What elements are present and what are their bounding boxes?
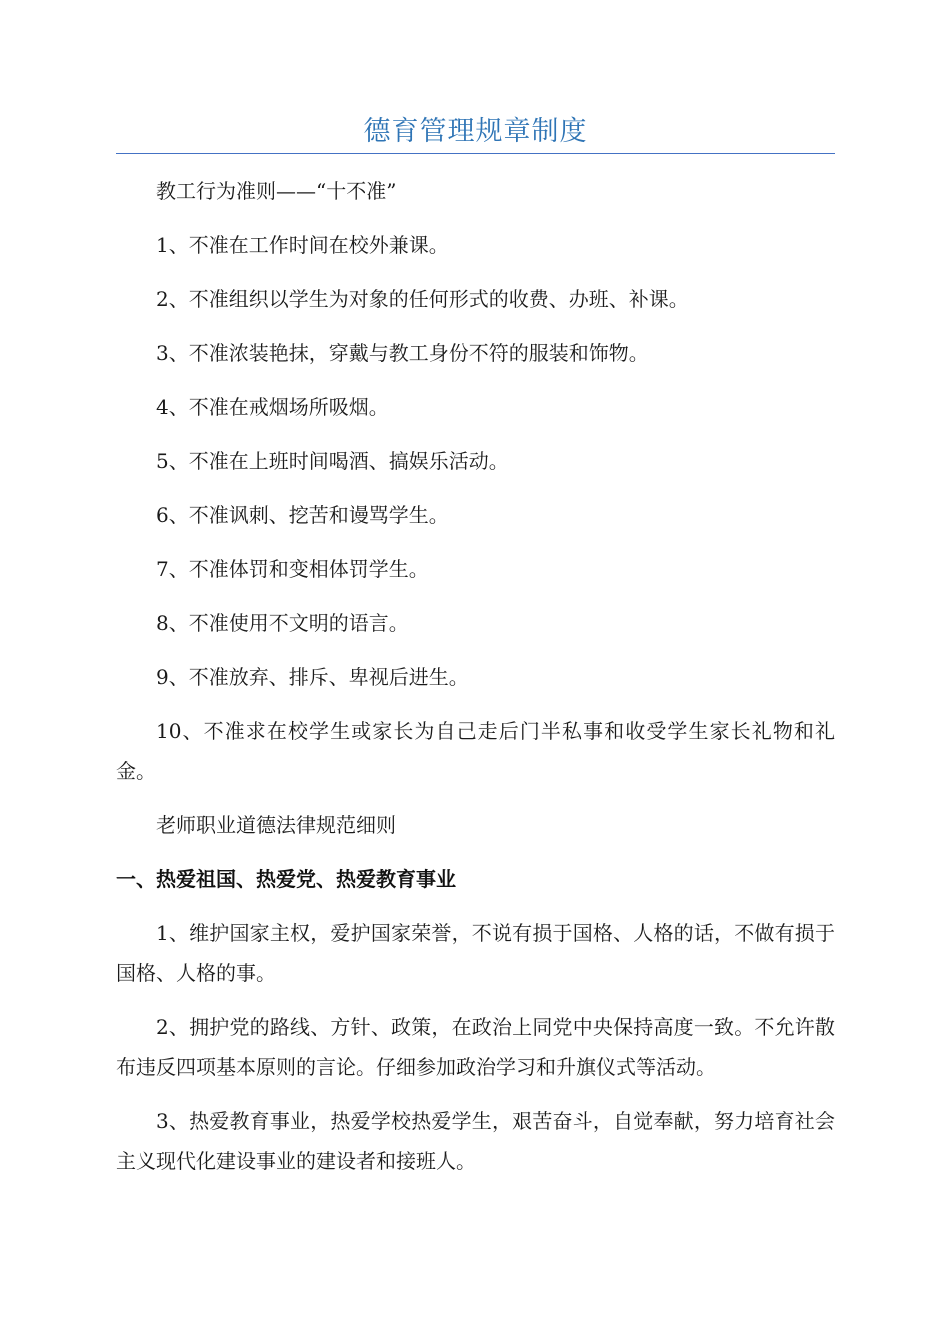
rule-item-9: 9、不准放弃、排斥、卑视后进生。 xyxy=(156,665,469,689)
rule-item-10: 10、不准求在校学生或家长为自己走后门半私事和收受学生家长礼物和礼金。 xyxy=(116,719,835,783)
rule-item-8: 8、不准使用不文明的语言。 xyxy=(156,611,409,635)
title-underline xyxy=(116,153,835,154)
paragraph-intro: 教工行为准则——“十不准” xyxy=(156,179,397,203)
document-title: 德育管理规章制度 xyxy=(363,116,588,147)
rule-item-3: 3、不准浓装艳抹，穿戴与教工身份不符的服装和饰物。 xyxy=(156,341,649,365)
section-item-3: 3、热爱教育事业，热爱学校热爱学生，艰苦奋斗，自觉奉献，努力培育社会主义现代化建设事业的建设者和接班人。 xyxy=(116,1109,835,1173)
rule-item-6: 6、不准讽刺、挖苦和谩骂学生。 xyxy=(156,503,449,527)
rule-item-2: 2、不准组织以学生为对象的任何形式的收费、办班、补课。 xyxy=(156,287,689,311)
section-item-2: 2、拥护党的路线、方针、政策，在政治上同党中央保持高度一致。不允许散布违反四项基本原则的言论。仔细参加政治学习和升旗仪式等活动。 xyxy=(116,1015,835,1079)
section-item-1: 1、维护国家主权，爱护国家荣誉，不说有损于国格、人格的话，不做有损于国格、人格的事。 xyxy=(116,921,835,985)
document-body xyxy=(116,171,835,1195)
rule-item-1: 1、不准在工作时间在校外兼课。 xyxy=(156,233,449,257)
rule-item-7: 7、不准体罚和变相体罚学生。 xyxy=(156,557,429,581)
rule-item-5: 5、不准在上班时间喝酒、搞娱乐活动。 xyxy=(156,449,509,473)
section-heading: 一、热爱祖国、热爱党、热爱教育事业 xyxy=(116,867,456,891)
rule-item-4: 4、不准在戒烟场所吸烟。 xyxy=(156,395,389,419)
paragraph-code-title: 老师职业道德法律规范细则 xyxy=(156,813,396,837)
